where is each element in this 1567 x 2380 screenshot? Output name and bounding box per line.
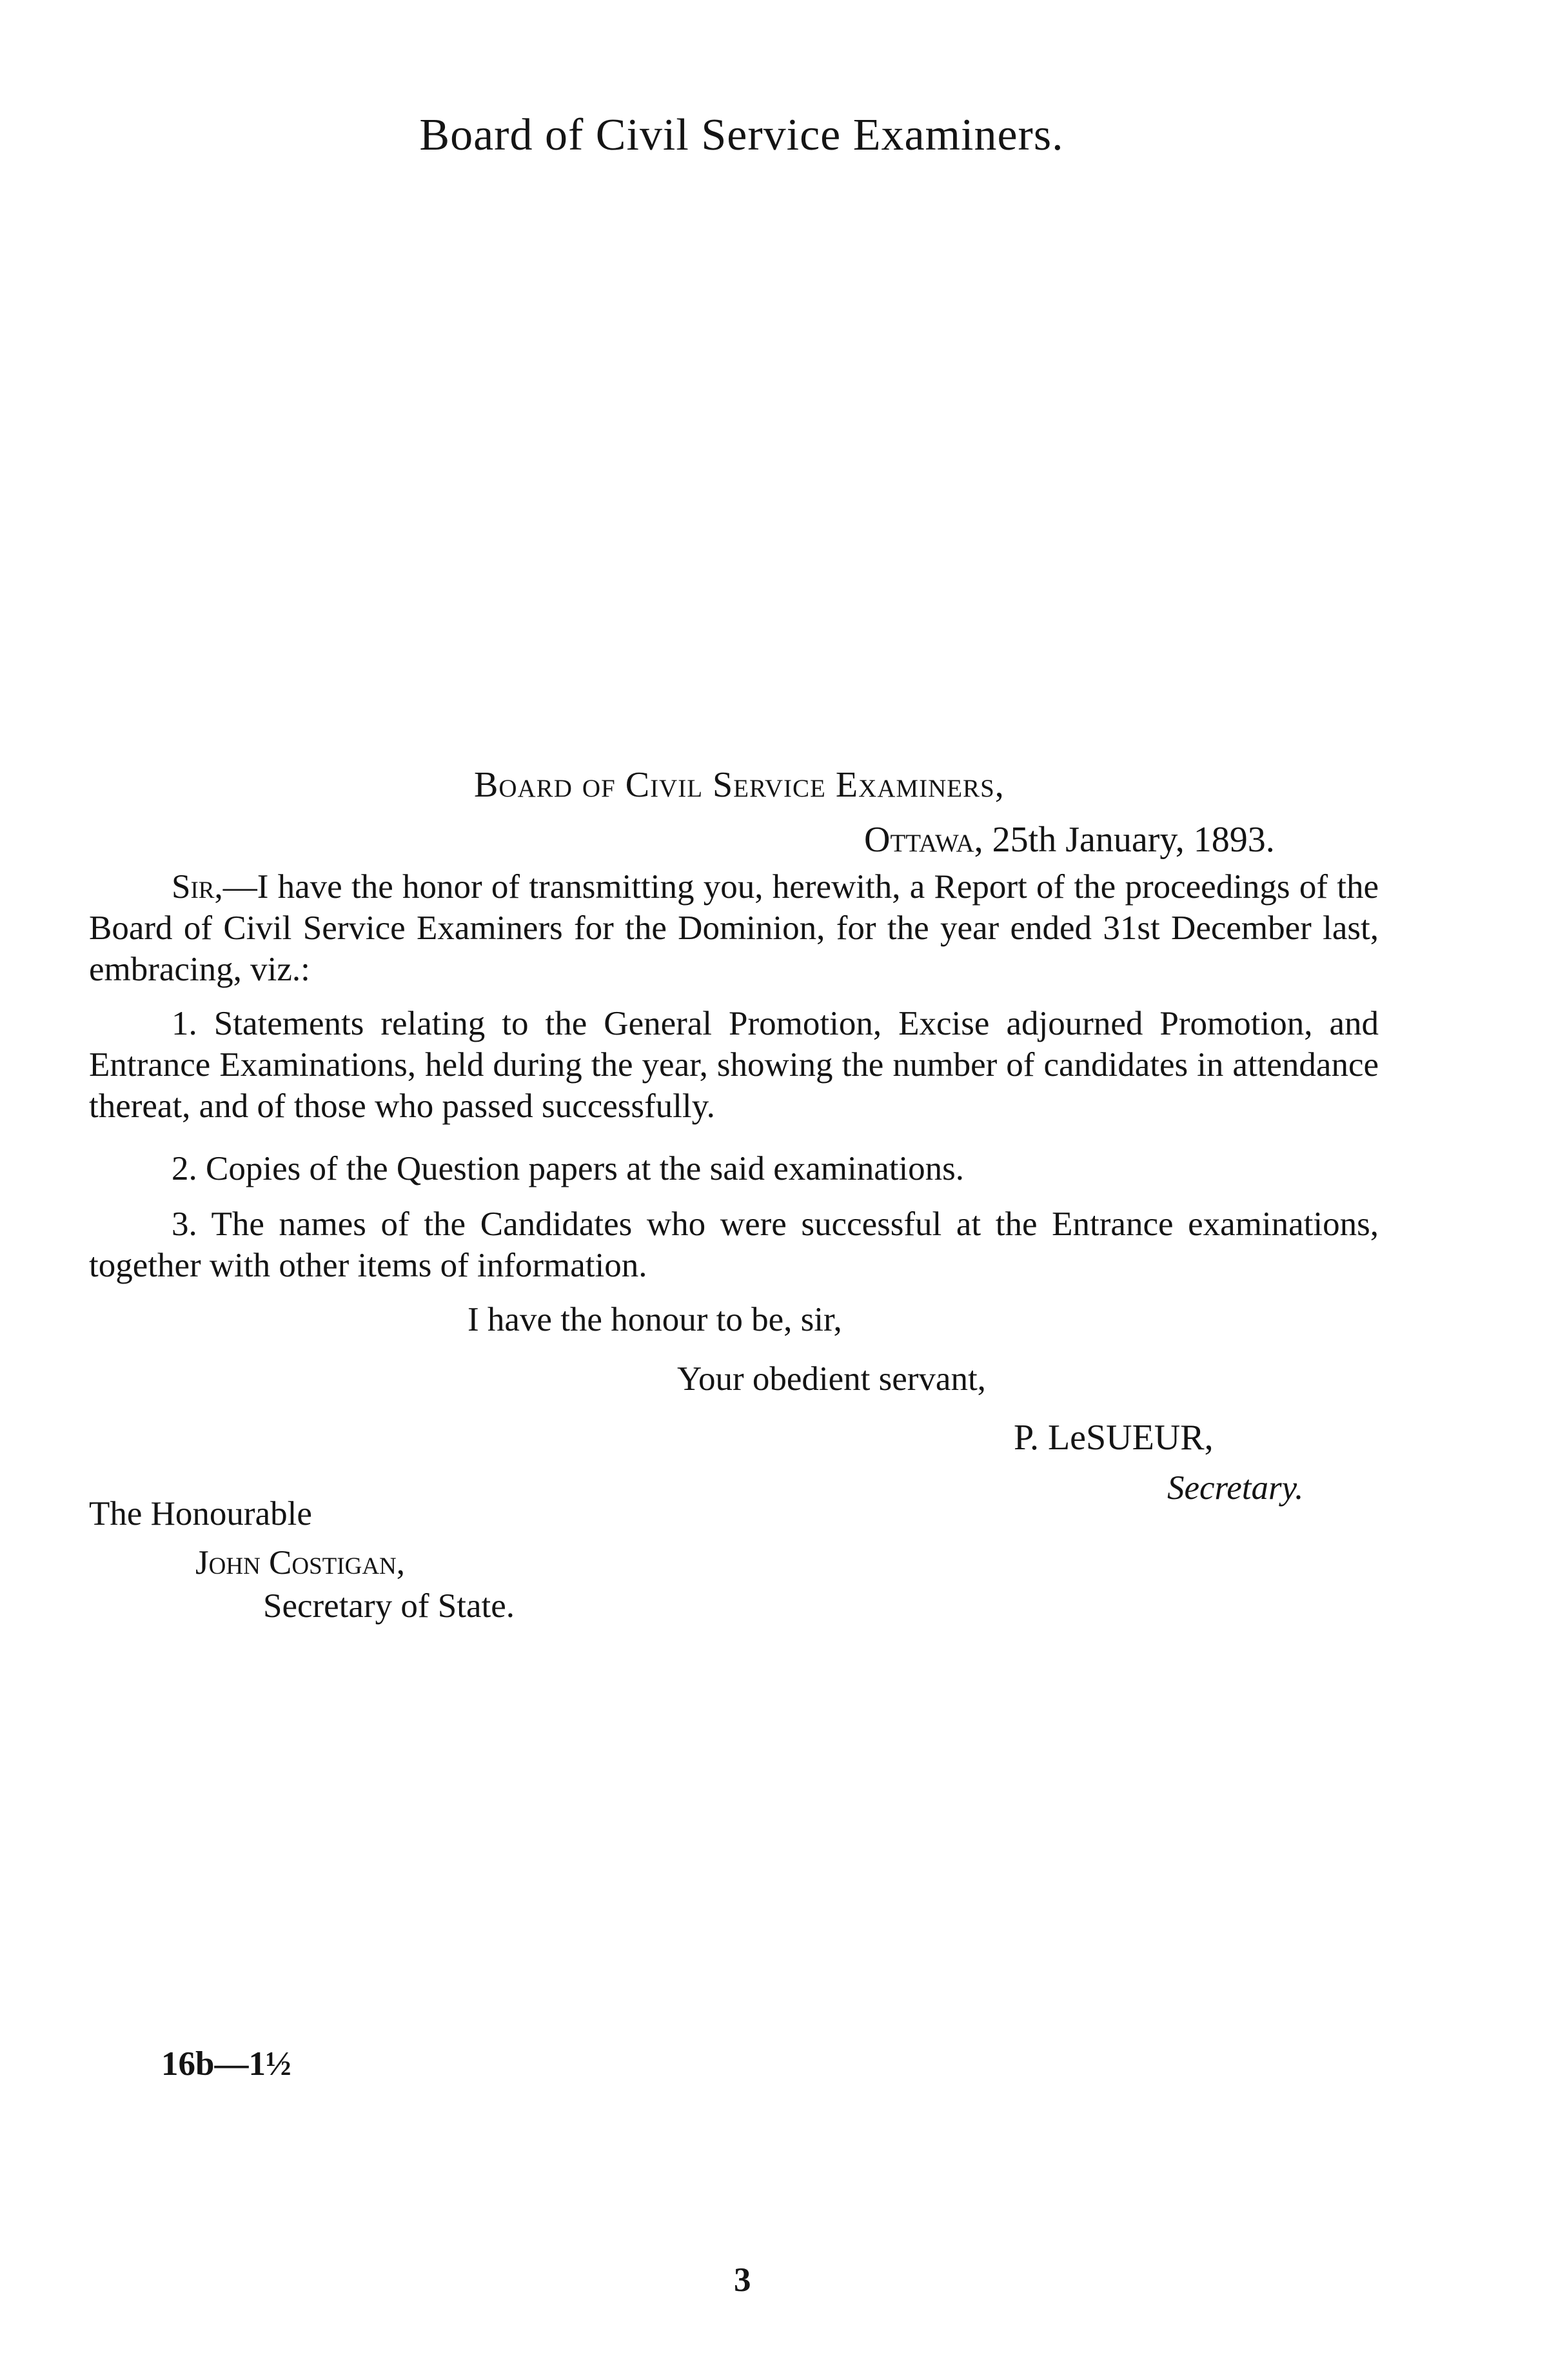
list-item: 1. Statements relating to the General Promotion, Excise adjourned Promotion, and Entrance Examinations, held during the year, showing the number of candidates in attendance thereat, and of those who passed successfully. bbox=[89, 1005, 1379, 1125]
salutation: Sir, bbox=[172, 868, 223, 906]
signature-name: P. LeSUEUR, bbox=[1014, 1418, 1214, 1458]
list-item: 2. Copies of the Question papers at the said examinations. bbox=[172, 1150, 965, 1187]
addressee-line: The Honourable bbox=[89, 1495, 312, 1532]
valediction: Your obedient servant, bbox=[677, 1360, 986, 1398]
document-reference: 16b—1½ bbox=[161, 2045, 291, 2083]
closing-line: I have the honour to be, sir, bbox=[468, 1301, 842, 1338]
intro-text: —I have the honor of transmitting you, herewith, a Report of the proceedings of the Board of Civil Service Examiners for the Dominion, for the year ended 31st December last, embracing, viz.: bbox=[89, 868, 1379, 988]
addressee-name: John Costigan, bbox=[195, 1544, 406, 1582]
page-number: 3 bbox=[734, 2261, 751, 2299]
dateline-city: Ottawa, bbox=[864, 820, 983, 860]
dateline bbox=[864, 819, 1275, 860]
signature-title: Secretary. bbox=[1167, 1469, 1304, 1507]
intro-paragraph bbox=[89, 866, 1379, 990]
addressee-title: Secretary of State. bbox=[263, 1587, 515, 1625]
page-title: Board of Civil Service Examiners. bbox=[419, 110, 1064, 160]
letterhead: Board of Civil Service Examiners, bbox=[474, 765, 1005, 805]
list-item: 3. The names of the Candidates who were successful at the Entrance examinations, together with other items of information. bbox=[89, 1205, 1379, 1284]
dateline-date: 25th January, 1893. bbox=[983, 820, 1275, 860]
